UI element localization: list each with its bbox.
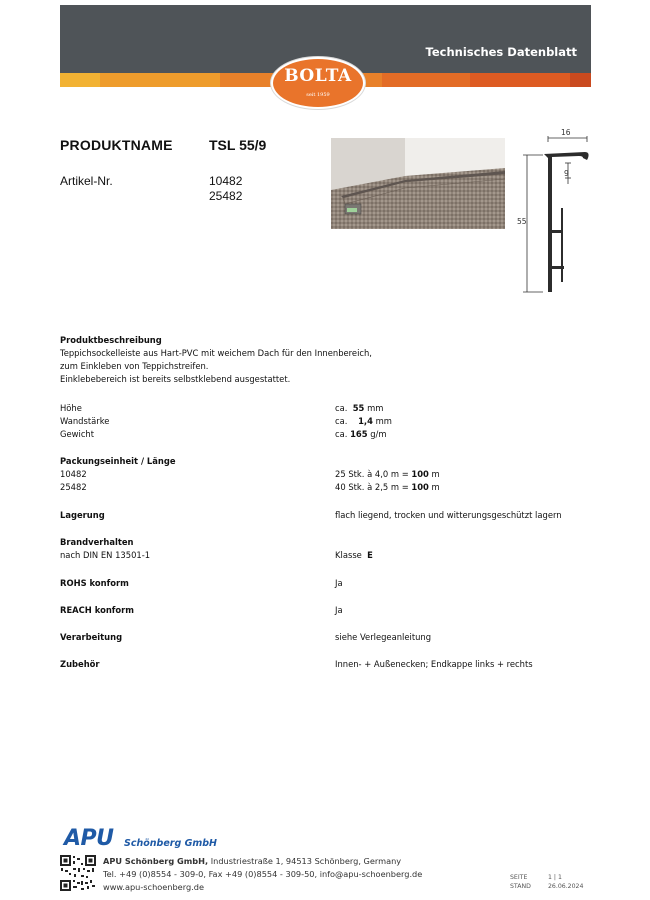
storage-value: flach liegend, trocken und witterungsgeschützt lagern [335,510,562,520]
fire-class-label: Klasse [335,550,362,560]
profile-drawing [515,128,595,298]
footer-contact[interactable]: Tel. +49 (0)8554 - 309-0, Fax +49 (0)8554 - 309-50, info@apu-schoenberg.de [103,869,423,879]
logo-name: BOLTA [284,66,352,86]
dimension-height-label: 55 [517,217,527,226]
packaging-article-2: 25482 [60,482,87,492]
document-type-title: Technisches Datenblatt [425,45,577,59]
wall-thickness-label: Wandstärke [60,416,110,426]
reach-label: REACH konform [60,605,135,615]
product-name-label: PRODUKTNAME [60,137,173,153]
rohs-value: Ja [335,578,343,588]
footer-address-line [103,856,401,866]
fire-heading: Brandverhalten [60,537,134,547]
logo-subtitle: seit 1959 [306,92,330,98]
height-prefix: ca. [335,403,348,413]
product-photo-image [331,138,505,229]
processing-label: Verarbeitung [60,632,123,642]
page-label: SEITE [510,874,528,881]
product-photo [331,138,505,229]
wall-thickness-number: 1,4 [358,416,373,426]
footer-website-link[interactable]: www.apu-schoenberg.de [103,882,204,892]
packaging-spec-2 [335,482,440,492]
article-number-2: 25482 [209,189,243,203]
accessories-value: Innen- + Außenecken; Endkappe links + rechts [335,659,533,669]
dimension-width-label: 16 [561,128,571,137]
weight-label: Gewicht [60,429,95,439]
height-label: Höhe [60,403,82,413]
packaging-spec-1 [335,469,440,479]
processing-value: siehe Verlegeanleitung [335,632,432,642]
height-number: 55 [352,403,365,413]
weight-prefix: ca. [335,429,348,439]
fire-class-value: E [367,550,373,560]
apu-logo-text: APU [64,826,114,851]
article-number-1: 10482 [209,174,243,188]
dimension-roof-label: 9 [564,169,569,178]
description-line-2: zum Einkleben von Teppichstreifen. [60,361,209,371]
weight-number: 165 [350,429,368,439]
packaging-spec-1-unit: m [431,469,440,479]
fire-class [335,550,373,560]
wall-thickness-prefix: ca. [335,416,348,426]
description-heading: Produktbeschreibung [60,335,162,345]
weight-unit: g/m [370,429,387,439]
date-value: 26.06.2024 [548,883,584,890]
height-unit: mm [367,403,384,413]
page-value: 1 | 1 [548,874,562,881]
wall-thickness-unit: mm [375,416,392,426]
packaging-spec-2-unit: m [431,482,440,492]
color-band-6 [570,73,591,87]
color-band-1 [60,73,100,87]
weight-value [335,429,387,439]
date-label: STAND [510,883,531,890]
description-line-1: Teppichsockelleiste aus Hart-PVC mit weichem Dach für den Innenbereich, [60,348,372,358]
product-name-value: TSL 55/9 [209,137,267,153]
color-band-4 [382,73,470,87]
packaging-spec-2-text: 40 Stk. à 2,5 m = [335,482,409,492]
color-band-5 [470,73,570,87]
fire-norm: nach DIN EN 13501-1 [60,550,151,560]
reach-value: Ja [335,605,343,615]
packaging-spec-1-total: 100 [411,469,429,479]
footer-address: Industriestraße 1, 94513 Schönberg, Germany [210,856,402,866]
qr-code-icon [60,855,96,891]
rohs-label: ROHS konform [60,578,129,588]
bolta-logo [271,57,365,109]
description-line-3: Einklebebereich ist bereits selbstklebend ausgestattet. [60,374,291,384]
packaging-spec-2-total: 100 [411,482,429,492]
footer-company: APU Schönberg GmbH, [103,856,209,866]
height-value [335,403,383,413]
packaging-heading: Packungseinheit / Länge [60,456,176,466]
wall-thickness-value [335,416,392,426]
color-band-2 [100,73,220,87]
article-number-label: Artikel-Nr. [60,174,113,188]
packaging-spec-1-text: 25 Stk. à 4,0 m = [335,469,409,479]
storage-label: Lagerung [60,510,105,520]
accessories-label: Zubehör [60,659,100,669]
packaging-article-1: 10482 [60,469,87,479]
apu-logo-subtitle: Schönberg GmbH [124,838,218,849]
